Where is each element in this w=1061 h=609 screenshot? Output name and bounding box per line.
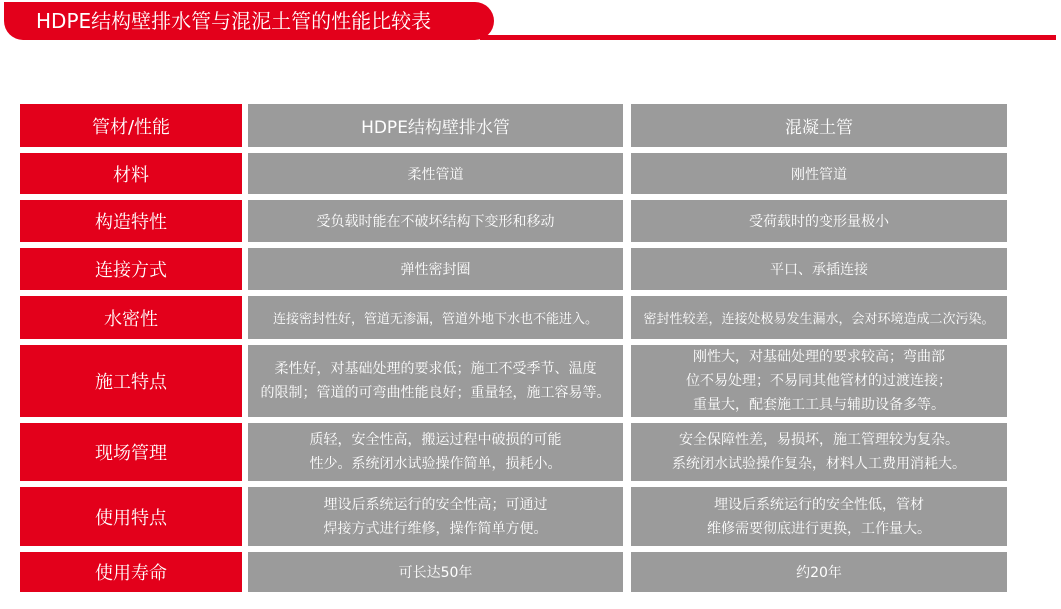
row-label-cell: 材料 (20, 153, 242, 194)
concrete-value-cell: 平口、承插连接 (631, 248, 1007, 290)
hdpe-value-cell: 可长达50年 (248, 552, 623, 592)
row-label-cell: 使用特点 (20, 487, 242, 546)
table-row-material (20, 153, 1007, 194)
title-underline (480, 35, 1056, 40)
hdpe-value-cell: 埋设后系统运行的安全性高；可通过 焊接方式进行维修，操作简单方便。 (248, 487, 623, 546)
header-label-cell: 管材/性能 (20, 104, 242, 147)
concrete-value-cell: 刚性大，对基础处理的要求较高；弯曲部 位不易处理；不易同其他管材的过渡连接； 重量大，配套施工工具与辅助设备多等。 (631, 345, 1007, 417)
row-label-cell: 水密性 (20, 296, 242, 339)
title-banner (0, 0, 1061, 44)
hdpe-value-cell: 弹性密封圈 (248, 248, 623, 290)
hdpe-value-cell: 连接密封性好，管道无渗漏，管道外地下水也不能进入。 (248, 296, 623, 339)
table-row-service-life (20, 552, 1007, 592)
hdpe-value-cell: 质轻，安全性高，搬运过程中破损的可能 性少。系统闭水试验操作简单，损耗小。 (248, 423, 623, 481)
concrete-value-cell: 埋设后系统运行的安全性低，管材 维修需要彻底进行更换，工作量大。 (631, 487, 1007, 546)
hdpe-value-cell: 柔性好，对基础处理的要求低；施工不受季节、温度 的限制；管道的可弯曲性能良好；重量轻，施工容易等。 (248, 345, 623, 417)
concrete-value-cell: 安全保障性差，易损坏，施工管理较为复杂。 系统闭水试验操作复杂，材料人工费用消耗大。 (631, 423, 1007, 481)
row-label-cell: 施工特点 (20, 345, 242, 417)
row-label-cell: 连接方式 (20, 248, 242, 290)
table-row-connection (20, 248, 1007, 290)
comparison-table (20, 104, 1007, 598)
hdpe-value-cell: 柔性管道 (248, 153, 623, 194)
row-label-cell: 使用寿命 (20, 552, 242, 592)
concrete-value-cell: 受荷载时的变形量极小 (631, 200, 1007, 242)
table-row-site-management (20, 423, 1007, 481)
header-hdpe-cell: HDPE结构壁排水管 (248, 104, 623, 147)
table-row-watertightness (20, 296, 1007, 339)
concrete-value-cell: 约20年 (631, 552, 1007, 592)
header-concrete-cell: 混凝土管 (631, 104, 1007, 147)
table-row-structure (20, 200, 1007, 242)
table-header-row (20, 104, 1007, 147)
table-row-usage (20, 487, 1007, 546)
row-label-cell: 构造特性 (20, 200, 242, 242)
table-row-construction (20, 345, 1007, 417)
page-title: HDPE结构壁排水管与混泥土管的性能比较表 (4, 2, 494, 40)
concrete-value-cell: 密封性较差，连接处极易发生漏水，会对环境造成二次污染。 (631, 296, 1007, 339)
row-label-cell: 现场管理 (20, 423, 242, 481)
hdpe-value-cell: 受负载时能在不破坏结构下变形和移动 (248, 200, 623, 242)
concrete-value-cell: 刚性管道 (631, 153, 1007, 194)
